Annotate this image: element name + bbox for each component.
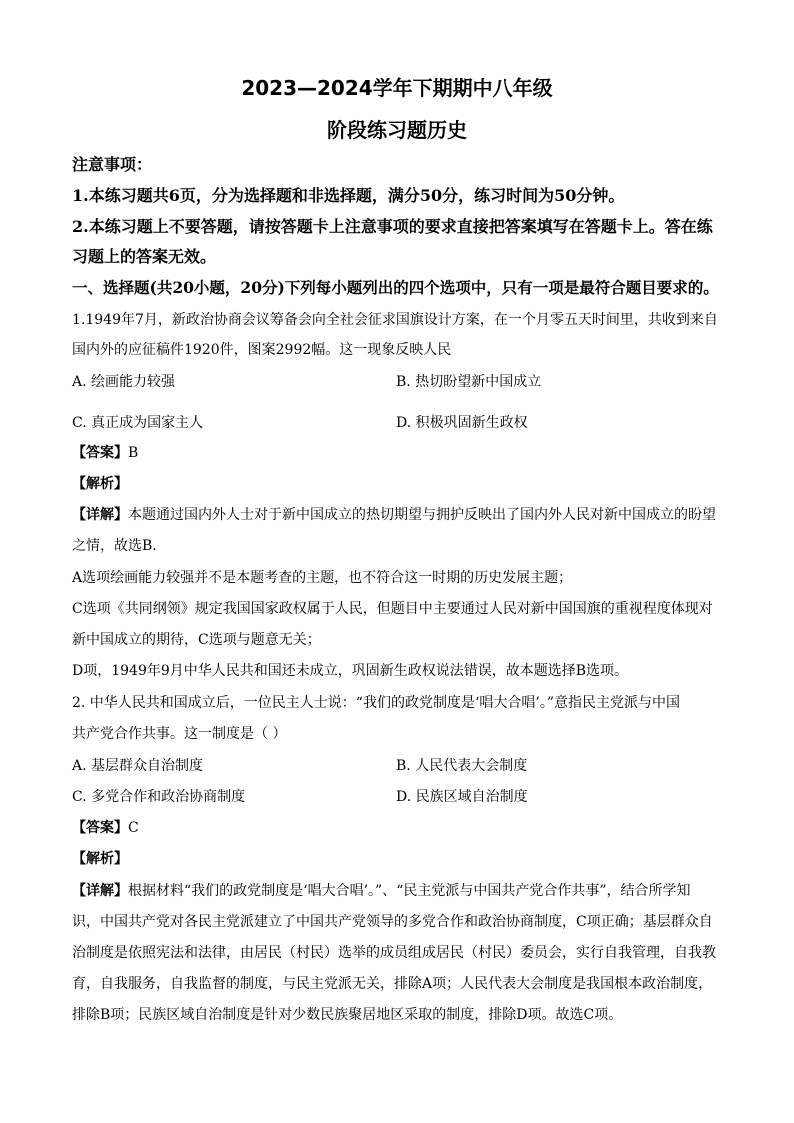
q1-option-d: D. 积极巩固新生政权 <box>396 415 528 431</box>
q2-detail-label: 【详解】 <box>72 883 128 899</box>
q1-option-c: C. 真正成为国家主人 <box>72 415 204 431</box>
q1-answer-label: 【答案】 <box>72 445 128 461</box>
q1-note-c-line2: 新中国成立的期待，C选项与题意无关； <box>72 632 321 648</box>
exam-title-line2: 阶段练习题历史 <box>327 118 467 142</box>
notice-item-2-line1: 2.本练习题上不要答题，请按答题卡上注意事项的要求直接把答案填写在答题卡上。答在练 <box>72 217 713 236</box>
q1-detail-line2: 之情，故选B. <box>72 538 157 554</box>
q1-note-d: D项，1949年9月中华人民共和国还未成立，巩固新生政权说法错误，故本题选择B选项。 <box>72 663 629 679</box>
q2-option-d: D. 民族区域自治制度 <box>396 789 528 805</box>
q1-option-b: B. 热切盼望新中国成立 <box>396 374 542 390</box>
q1-analysis-label: 【解析】 <box>72 476 128 492</box>
q2-detail-text-1: 根据材料“我们的政党制度是‘唱大合唱’。”、“民主党派与中国共产党合作共事”，结合所学知 <box>128 883 691 899</box>
q1-detail-label: 【详解】 <box>72 507 128 523</box>
q2-option-b: B. 人民代表大会制度 <box>396 758 528 774</box>
q1-option-a: A. 绘画能力较强 <box>72 374 176 390</box>
q2-answer-value: C <box>128 820 139 836</box>
q2-detail-line5: 排除B项；民族区域自治制度是针对少数民族聚居地区采取的制度，排除D项。故选C项。 <box>72 1007 623 1023</box>
q1-answer-value: B <box>128 445 139 461</box>
q2-option-c: C. 多党合作和政治协商制度 <box>72 789 246 805</box>
q2-detail-line4: 育，自我服务，自我监督的制度，与民主党派无关，排除A项；人民代表大会制度是我国根本政治制度， <box>72 976 713 992</box>
notice-item-1: 1.本练习题共6页，分为选择题和非选择题，满分50分，练习时间为50分钟。 <box>72 186 625 205</box>
q2-option-a: A. 基层群众自治制度 <box>72 758 204 774</box>
q1-detail-text-1: 本题通过国内外人士对于新中国成立的热切期望与拥护反映出了国内外人民对新中国成立的盼望 <box>128 507 716 523</box>
q2-stem-line2: 共产党合作共事。这一制度是（ ） <box>72 726 287 742</box>
q2-stem-line1: 2. 中华人民共和国成立后，一位民主人士说：“我们的政党制度是‘唱大合唱’。”意指民主党派与中国 <box>72 695 681 711</box>
section-heading: 一、选择题(共20小题，20分)下列每小题列出的四个选项中，只有一项是最符合题目要求的。 <box>72 278 719 297</box>
q1-stem-line2: 国内外的应征稿件1920件，图案2992幅。这一现象反映人民 <box>72 342 452 358</box>
q1-stem-line1: 1.1949年7月，新政治协商会议筹备会向全社会征求国旗设计方案，在一个月零五天时间里，共收到来自 <box>72 312 718 328</box>
notice-item-2-line2: 习题上的答案无效。 <box>72 247 217 266</box>
q2-answer-row <box>72 817 732 837</box>
q2-detail-line2: 识，中国共产党对各民主党派建立了中国共产党领导的多党合作和政治协商制度，C项正确；基层群众自 <box>72 914 713 930</box>
q2-detail-line1 <box>72 880 732 900</box>
q2-analysis-label-row <box>72 848 732 868</box>
exam-title-line1: 2023—2024学年下期期中八年级 <box>241 76 553 100</box>
q1-answer-row <box>72 442 732 462</box>
q2-analysis-label: 【解析】 <box>72 851 128 867</box>
q2-answer-label: 【答案】 <box>72 820 128 836</box>
q2-detail-line3: 治制度是依照宪法和法律，由居民（村民）选举的成员组成居民（村民）委员会，实行自我管理，自我教 <box>72 945 716 961</box>
notice-heading: 注意事项： <box>72 155 153 174</box>
q1-analysis-label-row <box>72 473 732 493</box>
q1-detail-line1 <box>72 504 732 524</box>
q1-note-c-line1: C选项《共同纲领》规定我国国家政权属于人民，但题目中主要通过人民对新中国国旗的重视程度体现对 <box>72 601 713 617</box>
q1-note-a: A选项绘画能力较强并不是本题考查的主题，也不符合这一时期的历史发展主题； <box>72 570 573 586</box>
